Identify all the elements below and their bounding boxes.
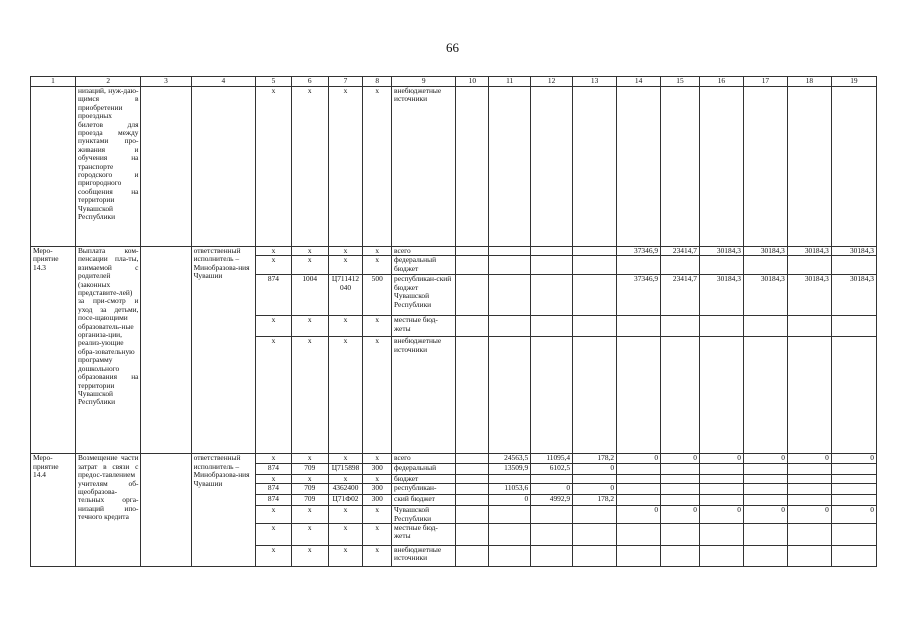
- code-cell: Ц711412 040: [328, 275, 363, 316]
- column-number: 2: [76, 77, 141, 87]
- code-cell: x: [291, 87, 328, 247]
- value-cell: [743, 256, 787, 275]
- value-cell: [489, 316, 531, 337]
- code-cell: x: [363, 316, 392, 337]
- column-number: 19: [831, 77, 876, 87]
- column-number: 11: [489, 77, 531, 87]
- value-cell: [831, 463, 876, 474]
- code-cell: 874: [256, 463, 292, 474]
- value-cell: 0: [573, 463, 617, 474]
- value-cell: 11095,4: [531, 454, 573, 463]
- code-cell: x: [256, 256, 292, 275]
- value-cell: 0: [699, 454, 743, 463]
- measure-description: Выплата ком-пенсации пла-ты, взимаемой с родителей (законных представите-лей) за при-смотр и уход за детьми, посе-щающими образователь-ные организа-ции, реализ-ующие обра-зовательную программу дошкольного образования на территории Чувашской Республики: [76, 247, 141, 454]
- value-cell: [617, 495, 661, 506]
- value-cell: 0: [617, 506, 661, 524]
- value-cell: 30184,3: [743, 247, 787, 256]
- value-cell: 11053,6: [489, 484, 531, 495]
- code-cell: x: [291, 506, 328, 524]
- empty-cell: [141, 87, 191, 247]
- column-number: 4: [191, 77, 255, 87]
- value-cell: [661, 474, 700, 483]
- value-cell: [743, 474, 787, 483]
- value-cell: [617, 474, 661, 483]
- value-cell: [831, 337, 876, 454]
- value-cell: 30184,3: [699, 247, 743, 256]
- code-cell: x: [328, 87, 363, 247]
- funding-source: внебюджетные источники: [392, 546, 456, 567]
- code-cell: 300: [363, 463, 392, 474]
- value-cell: [743, 495, 787, 506]
- value-cell: 30184,3: [831, 247, 876, 256]
- value-cell: 23414,7: [661, 275, 700, 316]
- value-cell: [456, 87, 489, 247]
- value-cell: [489, 546, 531, 567]
- funding-source: внебюджетные источники: [392, 337, 456, 454]
- value-cell: [743, 484, 787, 495]
- value-cell: [489, 506, 531, 524]
- table-row: [31, 454, 877, 463]
- table-row: [31, 87, 877, 247]
- value-cell: [456, 546, 489, 567]
- code-cell: x: [363, 546, 392, 567]
- code-cell: 709: [291, 495, 328, 506]
- value-cell: [617, 524, 661, 546]
- value-cell: 0: [573, 484, 617, 495]
- value-cell: [699, 256, 743, 275]
- code-cell: x: [256, 524, 292, 546]
- code-cell: 300: [363, 495, 392, 506]
- value-cell: [661, 484, 700, 495]
- value-cell: [699, 87, 743, 247]
- funding-source: республикан-: [392, 484, 456, 495]
- value-cell: 0: [787, 454, 831, 463]
- value-cell: 23414,7: [661, 247, 700, 256]
- code-cell: x: [328, 524, 363, 546]
- value-cell: 0: [831, 454, 876, 463]
- value-cell: 0: [743, 454, 787, 463]
- value-cell: 30184,3: [787, 275, 831, 316]
- value-cell: [699, 484, 743, 495]
- page-number: 66: [446, 40, 459, 55]
- value-cell: [456, 495, 489, 506]
- code-cell: x: [328, 247, 363, 256]
- table-row: [31, 247, 877, 256]
- code-cell: 709: [291, 484, 328, 495]
- value-cell: [617, 484, 661, 495]
- value-cell: [699, 474, 743, 483]
- value-cell: [617, 316, 661, 337]
- budget-table: [30, 76, 877, 567]
- value-cell: [743, 546, 787, 567]
- value-cell: 0: [743, 506, 787, 524]
- value-cell: [456, 247, 489, 256]
- code-cell: x: [256, 87, 292, 247]
- value-cell: [617, 337, 661, 454]
- code-cell: x: [363, 454, 392, 463]
- value-cell: [531, 256, 573, 275]
- code-cell: x: [363, 247, 392, 256]
- value-cell: [787, 546, 831, 567]
- value-cell: [787, 256, 831, 275]
- empty-cell: [141, 454, 191, 567]
- header-row: [31, 77, 877, 87]
- code-cell: x: [363, 337, 392, 454]
- funding-source: всего: [392, 247, 456, 256]
- value-cell: 30184,3: [743, 275, 787, 316]
- code-cell: x: [291, 454, 328, 463]
- code-cell: x: [256, 247, 292, 256]
- code-cell: x: [291, 337, 328, 454]
- value-cell: [743, 524, 787, 546]
- code-cell: x: [256, 316, 292, 337]
- measure-description: Возмещение части затрат в связи с предос-тавлением учителям об-щеобразова-тельных орга-низаций ипо-течного кредита: [76, 454, 141, 567]
- empty-cell: [141, 247, 191, 454]
- value-cell: [787, 524, 831, 546]
- column-number: 3: [141, 77, 191, 87]
- value-cell: [699, 337, 743, 454]
- column-number: 12: [531, 77, 573, 87]
- code-cell: x: [363, 524, 392, 546]
- value-cell: [661, 337, 700, 454]
- code-cell: x: [291, 524, 328, 546]
- value-cell: 0: [617, 454, 661, 463]
- code-cell: x: [363, 256, 392, 275]
- measure-description: низаций, нуж-дающимся в приобретении проездных билетов для проезда между пунктами про-живания и обучения на транспорте городского и пригородного сообщения на территории Чувашской Республики: [76, 87, 141, 247]
- value-cell: [489, 87, 531, 247]
- value-cell: [787, 495, 831, 506]
- value-cell: [831, 256, 876, 275]
- code-cell: 1004: [291, 275, 328, 316]
- value-cell: [617, 256, 661, 275]
- funding-source: республикан-ский бюджет Чувашской Республики: [392, 275, 456, 316]
- value-cell: 178,2: [573, 454, 617, 463]
- executor-cell: ответственный исполнитель – Минобразова-ния Чувашии: [191, 454, 255, 567]
- funding-source: внебюджетные источники: [392, 87, 456, 247]
- value-cell: [661, 463, 700, 474]
- value-cell: [573, 87, 617, 247]
- measure-label: Меро-приятие 14.3: [31, 247, 76, 454]
- column-number: 7: [328, 77, 363, 87]
- value-cell: [573, 256, 617, 275]
- column-number: 1: [31, 77, 76, 87]
- value-cell: [787, 474, 831, 483]
- column-number: 16: [699, 77, 743, 87]
- funding-source: Чувашской Республики: [392, 506, 456, 524]
- value-cell: [743, 316, 787, 337]
- code-cell: x: [256, 546, 292, 567]
- value-cell: [456, 337, 489, 454]
- funding-source: федеральный: [392, 463, 456, 474]
- code-cell: x: [363, 506, 392, 524]
- value-cell: [787, 316, 831, 337]
- column-number: 17: [743, 77, 787, 87]
- value-cell: [831, 546, 876, 567]
- value-cell: [456, 484, 489, 495]
- value-cell: 0: [831, 506, 876, 524]
- code-cell: x: [328, 546, 363, 567]
- value-cell: [573, 506, 617, 524]
- value-cell: 24563,5: [489, 454, 531, 463]
- value-cell: [573, 474, 617, 483]
- value-cell: [831, 524, 876, 546]
- column-number: 8: [363, 77, 392, 87]
- column-number: 13: [573, 77, 617, 87]
- value-cell: [531, 275, 573, 316]
- code-cell: x: [328, 506, 363, 524]
- value-cell: [456, 463, 489, 474]
- funding-source: бюджет: [392, 474, 456, 483]
- value-cell: [573, 546, 617, 567]
- code-cell: x: [363, 474, 392, 483]
- value-cell: 13509,9: [489, 463, 531, 474]
- value-cell: [573, 316, 617, 337]
- executor-cell: ответственный исполнитель – Минобразова-ния Чувашии: [191, 247, 255, 454]
- code-cell: x: [256, 474, 292, 483]
- value-cell: [573, 524, 617, 546]
- value-cell: [456, 524, 489, 546]
- code-cell: x: [291, 546, 328, 567]
- value-cell: [831, 87, 876, 247]
- value-cell: 30184,3: [831, 275, 876, 316]
- column-number: 6: [291, 77, 328, 87]
- value-cell: 0: [699, 506, 743, 524]
- value-cell: [573, 337, 617, 454]
- code-cell: 709: [291, 463, 328, 474]
- code-cell: x: [328, 454, 363, 463]
- value-cell: 30184,3: [699, 275, 743, 316]
- value-cell: 37346,9: [617, 247, 661, 256]
- column-number: 14: [617, 77, 661, 87]
- code-cell: 874: [256, 484, 292, 495]
- value-cell: [531, 524, 573, 546]
- code-cell: x: [256, 454, 292, 463]
- code-cell: Ц715898: [328, 463, 363, 474]
- value-cell: [743, 337, 787, 454]
- column-number: 5: [256, 77, 292, 87]
- value-cell: [456, 316, 489, 337]
- value-cell: [787, 463, 831, 474]
- value-cell: [456, 256, 489, 275]
- code-cell: x: [291, 474, 328, 483]
- value-cell: 6102,5: [531, 463, 573, 474]
- value-cell: [699, 463, 743, 474]
- value-cell: [787, 337, 831, 454]
- value-cell: 0: [489, 495, 531, 506]
- value-cell: [831, 474, 876, 483]
- value-cell: [617, 87, 661, 247]
- value-cell: [661, 495, 700, 506]
- code-cell: 500: [363, 275, 392, 316]
- measure-label: Меро-приятие 14.4: [31, 454, 76, 567]
- value-cell: [831, 484, 876, 495]
- code-cell: x: [328, 316, 363, 337]
- value-cell: [531, 87, 573, 247]
- value-cell: [743, 87, 787, 247]
- value-cell: 4992,9: [531, 495, 573, 506]
- code-cell: x: [328, 474, 363, 483]
- column-number: 18: [787, 77, 831, 87]
- funding-source: всего: [392, 454, 456, 463]
- value-cell: 0: [661, 454, 700, 463]
- value-cell: [661, 256, 700, 275]
- code-cell: x: [363, 87, 392, 247]
- code-cell: 300: [363, 484, 392, 495]
- value-cell: [699, 524, 743, 546]
- value-cell: 0: [531, 484, 573, 495]
- value-cell: [617, 463, 661, 474]
- code-cell: x: [291, 316, 328, 337]
- value-cell: [699, 546, 743, 567]
- funding-source: ский бюджет: [392, 495, 456, 506]
- code-cell: 874: [256, 275, 292, 316]
- code-cell: x: [256, 506, 292, 524]
- value-cell: 0: [661, 506, 700, 524]
- measure-label: [31, 87, 76, 247]
- column-number: 9: [392, 77, 456, 87]
- value-cell: [489, 275, 531, 316]
- value-cell: [787, 87, 831, 247]
- value-cell: [573, 247, 617, 256]
- column-number: 10: [456, 77, 489, 87]
- code-cell: x: [328, 337, 363, 454]
- value-cell: [531, 506, 573, 524]
- value-cell: [456, 275, 489, 316]
- value-cell: [456, 506, 489, 524]
- code-cell: x: [291, 256, 328, 275]
- value-cell: 37346,9: [617, 275, 661, 316]
- value-cell: [573, 275, 617, 316]
- value-cell: [489, 474, 531, 483]
- code-cell: x: [328, 256, 363, 275]
- column-number: 15: [661, 77, 700, 87]
- value-cell: [456, 474, 489, 483]
- value-cell: [489, 524, 531, 546]
- value-cell: [661, 316, 700, 337]
- value-cell: [617, 546, 661, 567]
- value-cell: [531, 337, 573, 454]
- code-cell: x: [256, 337, 292, 454]
- value-cell: 0: [787, 506, 831, 524]
- code-cell: 4362400: [328, 484, 363, 495]
- value-cell: [743, 463, 787, 474]
- value-cell: [489, 256, 531, 275]
- value-cell: [531, 316, 573, 337]
- code-cell: Ц71Ф02: [328, 495, 363, 506]
- value-cell: [661, 546, 700, 567]
- funding-source: местные бюд-жеты: [392, 524, 456, 546]
- value-cell: 30184,3: [787, 247, 831, 256]
- value-cell: [531, 546, 573, 567]
- value-cell: [456, 454, 489, 463]
- code-cell: x: [291, 247, 328, 256]
- value-cell: [489, 337, 531, 454]
- value-cell: [787, 484, 831, 495]
- value-cell: [489, 247, 531, 256]
- value-cell: [531, 247, 573, 256]
- executor-cell: [191, 87, 255, 247]
- value-cell: [661, 87, 700, 247]
- value-cell: [699, 495, 743, 506]
- value-cell: 178,2: [573, 495, 617, 506]
- value-cell: [831, 495, 876, 506]
- value-cell: [699, 316, 743, 337]
- funding-source: федеральный бюджет: [392, 256, 456, 275]
- code-cell: 874: [256, 495, 292, 506]
- value-cell: [661, 524, 700, 546]
- value-cell: [831, 316, 876, 337]
- value-cell: [531, 474, 573, 483]
- funding-source: местные бюд-жеты: [392, 316, 456, 337]
